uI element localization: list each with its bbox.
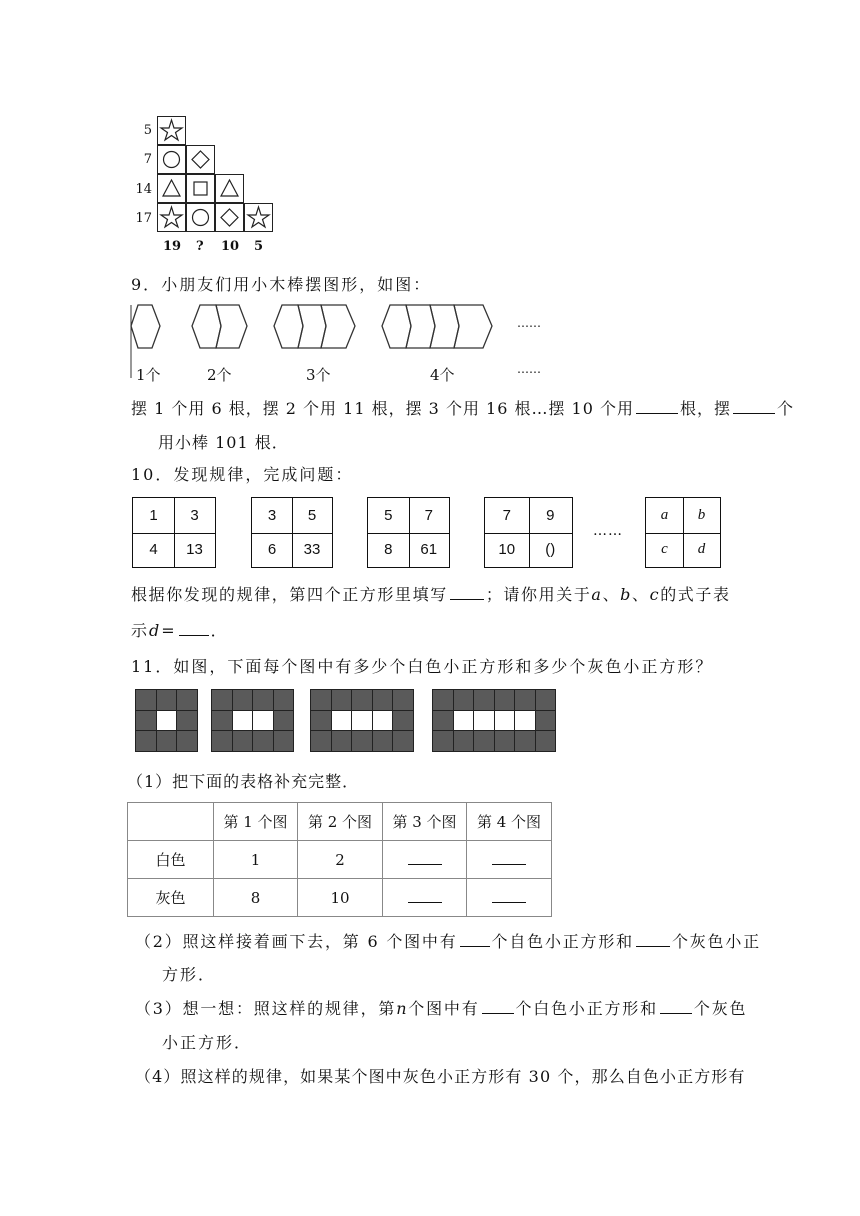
gray-square xyxy=(232,689,254,711)
row-label: 灰色 xyxy=(128,879,214,917)
white-square xyxy=(372,710,394,732)
gray-square xyxy=(156,689,178,711)
gray-square xyxy=(372,689,394,711)
cell-c: 10 xyxy=(498,541,516,559)
col-label: 19 xyxy=(163,239,182,254)
cell-d: 13 xyxy=(186,541,203,559)
cell-a: a xyxy=(660,506,669,523)
table-row xyxy=(128,879,552,917)
hexagon-stick-figures xyxy=(128,300,568,385)
text: （2）照这样接着画下去，第 6 个图中有 xyxy=(135,932,458,951)
question-10-line1 xyxy=(131,582,731,605)
text: 个 xyxy=(777,399,795,418)
cell-d[interactable]: () xyxy=(545,541,556,559)
cell-c: 4 xyxy=(149,541,158,559)
question-9-line2: 用小棒 101 根． xyxy=(158,433,289,452)
grid-cell xyxy=(157,145,186,174)
gray-square xyxy=(432,689,454,711)
row-label: 5 xyxy=(143,123,152,138)
number-square-1 xyxy=(132,497,216,568)
gray-square xyxy=(453,689,475,711)
hexagon-figure-2 xyxy=(192,305,247,348)
cell-a: 7 xyxy=(502,506,511,524)
figure-label: 4个 xyxy=(430,366,455,384)
figure-label: 2个 xyxy=(207,366,232,384)
gray-square xyxy=(252,689,274,711)
square-figure-4 xyxy=(432,689,555,751)
col-label: ? xyxy=(196,239,204,254)
shape-grid-figure xyxy=(130,114,280,259)
square-figure-3 xyxy=(310,689,413,751)
cell-a: 5 xyxy=(384,506,393,524)
answer-blank[interactable] xyxy=(660,999,692,1014)
question-11-sub1: （1）把下面的表格补充完整． xyxy=(127,772,360,791)
question-9-line1 xyxy=(131,396,794,419)
gray-square xyxy=(392,689,414,711)
cell-b: 5 xyxy=(307,506,317,524)
row-label: 17 xyxy=(135,211,152,226)
figure-label: 1个 xyxy=(136,366,161,384)
gray-square xyxy=(232,730,254,752)
grid-cell xyxy=(215,174,244,203)
grid-cell xyxy=(157,203,186,232)
white-square xyxy=(514,710,536,732)
gray-square xyxy=(392,730,414,752)
gray-square xyxy=(156,730,178,752)
gray-square xyxy=(211,730,233,752)
question-11-sub2 xyxy=(135,929,761,952)
gray-square xyxy=(514,689,536,711)
question-10-line2 xyxy=(131,618,229,641)
question-text: 如图，下面每个图中有多少个白色小正方形和多少个灰色小正方形？ xyxy=(173,657,714,676)
ellipsis: …… xyxy=(517,362,541,376)
cell-a: 1 xyxy=(149,506,158,524)
row-label: 白色 xyxy=(128,841,214,879)
cell-d: d xyxy=(697,541,706,558)
variable: c xyxy=(649,585,661,604)
grid-cell xyxy=(215,203,244,232)
grid-cell xyxy=(186,145,215,174)
cell-d: 61 xyxy=(420,541,438,559)
header-cell: 第 4 个图 xyxy=(467,803,552,841)
table-cell[interactable] xyxy=(467,879,552,917)
variable: a xyxy=(591,585,603,604)
gray-square xyxy=(494,730,516,752)
table-cell[interactable] xyxy=(467,841,552,879)
answer-blank[interactable] xyxy=(179,621,209,636)
white-square xyxy=(156,710,178,732)
gray-square xyxy=(473,689,495,711)
cell-b: b xyxy=(697,506,706,523)
answer-blank[interactable] xyxy=(482,999,514,1014)
header-cell xyxy=(128,803,214,841)
grid-cell xyxy=(186,174,215,203)
cell-b: 9 xyxy=(546,506,555,524)
number-square-2 xyxy=(251,497,333,568)
gray-square xyxy=(310,730,332,752)
gray-square xyxy=(310,710,332,732)
cell-c: c xyxy=(661,541,668,558)
cell-d: 33 xyxy=(303,541,321,559)
gray-square xyxy=(535,710,557,732)
question-number: 11． xyxy=(131,657,174,676)
hexagon-figure-3 xyxy=(274,305,355,348)
gray-square xyxy=(211,710,233,732)
question-9-title xyxy=(131,272,431,295)
gray-square xyxy=(176,730,198,752)
gray-square xyxy=(372,730,394,752)
gray-square xyxy=(432,730,454,752)
question-11-sub4: （4）照这样的规律，如果某个图中灰色小正方形有 30 个，那么自色小正方形有 xyxy=(135,1067,746,1086)
grid-cell xyxy=(186,203,215,232)
hexagon-figure-4 xyxy=(382,305,492,348)
variable: b xyxy=(620,585,633,604)
gray-square xyxy=(252,730,274,752)
table-cell: 10 xyxy=(298,879,383,917)
white-square xyxy=(473,710,495,732)
table-cell: 2 xyxy=(298,841,383,879)
table-row xyxy=(128,841,552,879)
diamond-icon xyxy=(187,146,214,173)
question-11-sub3-cont: 小正方形． xyxy=(162,1033,253,1052)
gray-square xyxy=(535,730,557,752)
cell-a: 3 xyxy=(267,506,277,524)
gray-square xyxy=(176,710,198,732)
white-square xyxy=(351,710,373,732)
table-cell[interactable] xyxy=(383,879,467,917)
grid-cell xyxy=(244,203,273,232)
gray-square xyxy=(392,710,414,732)
white-square xyxy=(232,710,254,732)
figure-label: 3个 xyxy=(306,366,331,384)
gray-square xyxy=(494,689,516,711)
gray-square xyxy=(211,689,233,711)
square-icon xyxy=(187,175,214,202)
gray-square xyxy=(351,730,373,752)
diamond-icon xyxy=(216,204,243,231)
header-cell: 第 2 个图 xyxy=(298,803,383,841)
star-icon xyxy=(245,204,272,231)
header-cell: 第 3 个图 xyxy=(383,803,467,841)
question-text: 发现规律，完成问题： xyxy=(173,465,354,484)
star-icon xyxy=(158,117,185,144)
question-10-title xyxy=(131,462,353,485)
star-icon xyxy=(158,204,185,231)
white-square xyxy=(331,710,353,732)
gray-square xyxy=(473,730,495,752)
text: 的式子表 xyxy=(660,585,731,604)
square-figure-2 xyxy=(211,689,293,751)
square-figure-1 xyxy=(135,689,197,751)
number-square-3 xyxy=(367,497,450,568)
answer-blank[interactable] xyxy=(460,932,490,947)
gray-square xyxy=(351,689,373,711)
white-square xyxy=(453,710,475,732)
answer-blank[interactable] xyxy=(492,852,526,865)
ellipsis: …… xyxy=(593,523,623,539)
variable-square xyxy=(645,497,721,568)
gray-square xyxy=(331,730,353,752)
question-number: 9． xyxy=(131,275,162,294)
text: 根，摆 xyxy=(680,399,732,418)
text: 、 xyxy=(602,585,621,604)
answer-blank[interactable] xyxy=(636,399,678,414)
question-11-title xyxy=(131,654,713,677)
question-text: 小朋友们用小木棒摆图形，如图： xyxy=(161,275,432,294)
gray-square xyxy=(273,730,295,752)
text: = xyxy=(161,621,177,640)
question-11-sub2-cont: 方形． xyxy=(162,965,217,984)
gray-square xyxy=(514,730,536,752)
gray-square xyxy=(135,710,157,732)
circle-icon xyxy=(187,204,214,231)
answer-blank[interactable] xyxy=(636,932,670,947)
grid-cell xyxy=(157,116,186,145)
row-label: 7 xyxy=(143,152,152,167)
hexagon-figure-1 xyxy=(131,305,160,348)
triangle-icon xyxy=(158,175,185,202)
cell-b: 7 xyxy=(424,506,433,524)
circle-icon xyxy=(158,146,185,173)
text: 个图中有 xyxy=(408,999,480,1018)
table-header-row xyxy=(128,803,552,841)
answer-blank[interactable] xyxy=(733,399,775,414)
variable: n xyxy=(396,999,409,1018)
gray-square xyxy=(176,689,198,711)
cell-c: 8 xyxy=(384,541,393,559)
gray-square xyxy=(135,689,157,711)
gray-square xyxy=(310,689,332,711)
triangle-icon xyxy=(216,175,243,202)
text: 、 xyxy=(632,585,650,604)
question-number: 10． xyxy=(131,465,174,484)
text: 示 xyxy=(131,621,150,640)
variable: d xyxy=(149,621,162,640)
gray-square xyxy=(135,730,157,752)
cell-b: 3 xyxy=(190,506,199,524)
gray-square xyxy=(453,730,475,752)
answer-table xyxy=(127,802,552,917)
white-square xyxy=(252,710,274,732)
white-square xyxy=(494,710,516,732)
answer-blank[interactable] xyxy=(408,890,442,903)
text: 个灰色小正 xyxy=(671,932,761,951)
text: 个自色小正方形和 xyxy=(491,932,634,951)
gray-square xyxy=(432,710,454,732)
answer-blank[interactable] xyxy=(450,585,484,600)
col-label: 5 xyxy=(254,239,264,254)
gray-square xyxy=(535,689,557,711)
grid-cell xyxy=(157,174,186,203)
table-cell: 1 xyxy=(214,841,298,879)
text: 根据你发现的规律，第四个正方形里填写 xyxy=(131,585,448,604)
text: ． xyxy=(210,621,229,640)
cell-c: 6 xyxy=(267,541,277,559)
answer-blank[interactable] xyxy=(492,890,526,903)
text: ；请你用关于 xyxy=(485,585,592,604)
table-cell: 8 xyxy=(214,879,298,917)
gray-square xyxy=(273,710,295,732)
gray-square xyxy=(273,689,295,711)
ellipsis: …… xyxy=(517,316,541,330)
col-label: 10 xyxy=(221,239,240,254)
answer-blank[interactable] xyxy=(408,852,442,865)
text: 个白色小正方形和 xyxy=(515,999,658,1018)
row-label: 14 xyxy=(135,182,152,197)
text: 个灰色 xyxy=(693,999,748,1018)
question-11-sub3 xyxy=(135,996,747,1019)
header-cell: 第 1 个图 xyxy=(214,803,298,841)
gray-square xyxy=(331,689,353,711)
table-cell[interactable] xyxy=(383,841,467,879)
text: （3）想一想：照这样的规律，第 xyxy=(135,999,397,1018)
text: 摆 1 个用 6 根，摆 2 个用 11 根，摆 3 个用 16 根…摆 10 个用 xyxy=(131,399,635,418)
number-square-4 xyxy=(484,497,573,568)
